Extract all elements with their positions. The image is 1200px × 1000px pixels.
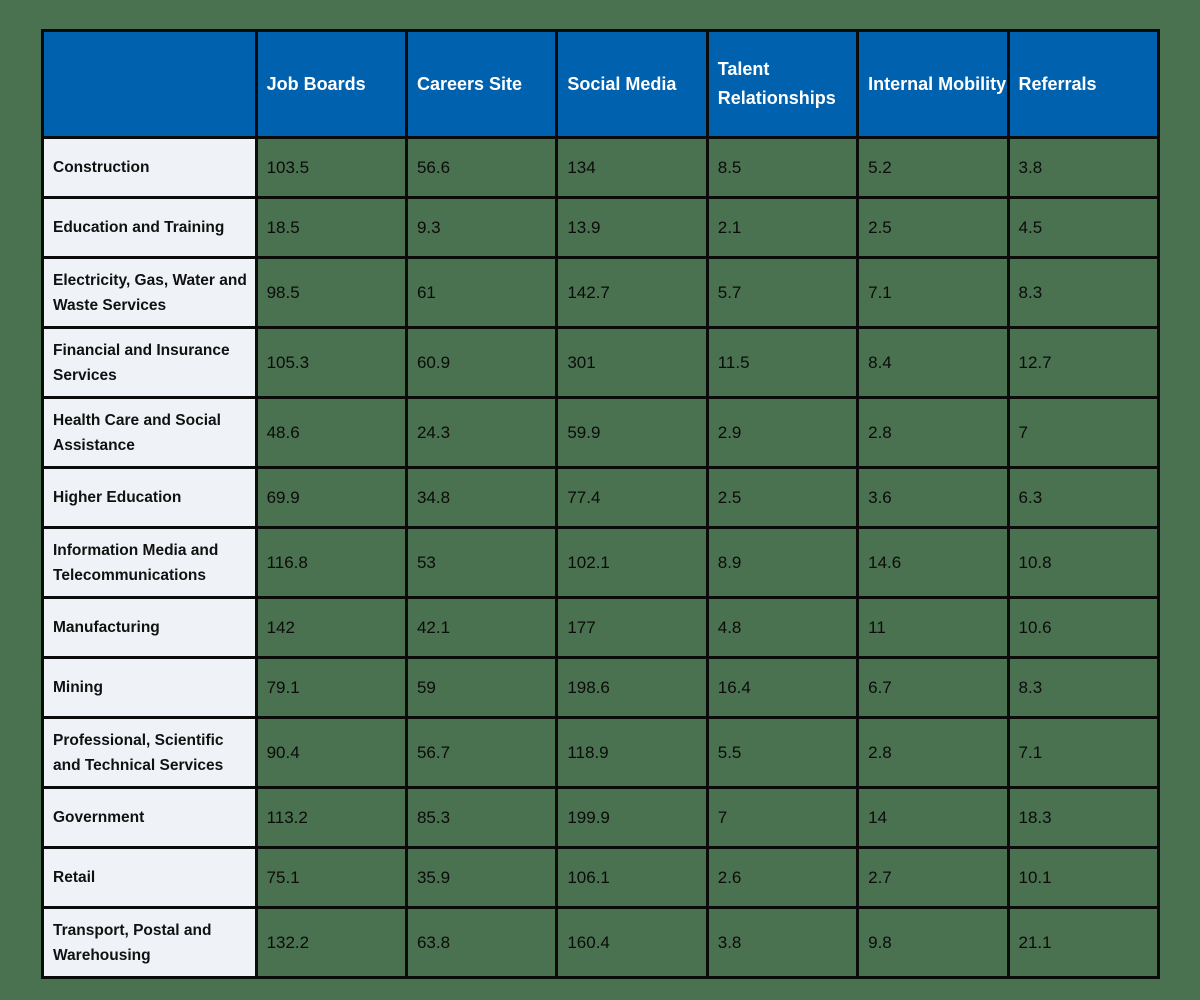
corner-header-cell xyxy=(43,31,257,138)
table-row xyxy=(43,908,1159,978)
table-cell: 2.8 xyxy=(858,398,1008,468)
table-cell: 2.5 xyxy=(858,198,1008,258)
row-label: Electricity, Gas, Water and Waste Services xyxy=(43,258,257,328)
industry-source-table xyxy=(41,29,1160,979)
table-row xyxy=(43,398,1159,468)
table-cell: 2.6 xyxy=(707,848,857,908)
table-cell: 13.9 xyxy=(557,198,707,258)
column-header-job-boards: Job Boards xyxy=(256,31,406,138)
column-header-referrals: Referrals xyxy=(1008,31,1158,138)
row-label: Health Care and Social Assistance xyxy=(43,398,257,468)
table-cell: 116.8 xyxy=(256,528,406,598)
table-cell: 77.4 xyxy=(557,468,707,528)
table-cell: 7.1 xyxy=(858,258,1008,328)
table-cell: 3.8 xyxy=(1008,138,1158,198)
table-row xyxy=(43,658,1159,718)
table-cell: 11.5 xyxy=(707,328,857,398)
row-label: Manufacturing xyxy=(43,598,257,658)
table-cell: 113.2 xyxy=(256,788,406,848)
table-cell: 2.5 xyxy=(707,468,857,528)
table-cell: 4.5 xyxy=(1008,198,1158,258)
table-cell: 18.3 xyxy=(1008,788,1158,848)
table-cell: 102.1 xyxy=(557,528,707,598)
table-cell: 53 xyxy=(406,528,556,598)
table-cell: 103.5 xyxy=(256,138,406,198)
table-row xyxy=(43,718,1159,788)
table-cell: 56.6 xyxy=(406,138,556,198)
table-cell: 132.2 xyxy=(256,908,406,978)
table-cell: 11 xyxy=(858,598,1008,658)
table-cell: 2.1 xyxy=(707,198,857,258)
table-cell: 42.1 xyxy=(406,598,556,658)
row-label: Retail xyxy=(43,848,257,908)
table-cell: 10.8 xyxy=(1008,528,1158,598)
row-label: Professional, Scientific and Technical Services xyxy=(43,718,257,788)
table-cell: 6.7 xyxy=(858,658,1008,718)
table-row xyxy=(43,528,1159,598)
row-label: Financial and Insurance Services xyxy=(43,328,257,398)
table-row xyxy=(43,848,1159,908)
header-row xyxy=(43,31,1159,138)
table-cell: 160.4 xyxy=(557,908,707,978)
table-cell: 34.8 xyxy=(406,468,556,528)
table-cell: 118.9 xyxy=(557,718,707,788)
table-cell: 198.6 xyxy=(557,658,707,718)
table-row xyxy=(43,138,1159,198)
table-cell: 75.1 xyxy=(256,848,406,908)
table-row xyxy=(43,788,1159,848)
table-cell: 7 xyxy=(707,788,857,848)
table-cell: 10.6 xyxy=(1008,598,1158,658)
table-cell: 24.3 xyxy=(406,398,556,468)
table-cell: 8.3 xyxy=(1008,258,1158,328)
table-cell: 79.1 xyxy=(256,658,406,718)
table-cell: 4.8 xyxy=(707,598,857,658)
column-header-talent-relationships: Talent Relationships xyxy=(707,31,857,138)
table-cell: 14.6 xyxy=(858,528,1008,598)
table-cell: 6.3 xyxy=(1008,468,1158,528)
table-row xyxy=(43,258,1159,328)
table-cell: 3.6 xyxy=(858,468,1008,528)
table-row xyxy=(43,198,1159,258)
table-cell: 177 xyxy=(557,598,707,658)
table-cell: 85.3 xyxy=(406,788,556,848)
table-cell: 3.8 xyxy=(707,908,857,978)
table-cell: 21.1 xyxy=(1008,908,1158,978)
table-cell: 106.1 xyxy=(557,848,707,908)
table-cell: 7.1 xyxy=(1008,718,1158,788)
row-label: Government xyxy=(43,788,257,848)
table-cell: 98.5 xyxy=(256,258,406,328)
row-label: Information Media and Telecommunications xyxy=(43,528,257,598)
table-cell: 61 xyxy=(406,258,556,328)
table-cell: 63.8 xyxy=(406,908,556,978)
table-cell: 60.9 xyxy=(406,328,556,398)
table-cell: 59.9 xyxy=(557,398,707,468)
table-cell: 2.9 xyxy=(707,398,857,468)
table-cell: 5.7 xyxy=(707,258,857,328)
column-header-internal-mobility: Internal Mobility xyxy=(858,31,1008,138)
table-row xyxy=(43,328,1159,398)
table-cell: 2.8 xyxy=(858,718,1008,788)
table-cell: 5.2 xyxy=(858,138,1008,198)
column-header-careers-site: Careers Site xyxy=(406,31,556,138)
row-label: Mining xyxy=(43,658,257,718)
table-cell: 59 xyxy=(406,658,556,718)
table-cell: 5.5 xyxy=(707,718,857,788)
table-cell: 301 xyxy=(557,328,707,398)
table-cell: 134 xyxy=(557,138,707,198)
table-cell: 199.9 xyxy=(557,788,707,848)
table-cell: 9.8 xyxy=(858,908,1008,978)
table-cell: 12.7 xyxy=(1008,328,1158,398)
table-cell: 7 xyxy=(1008,398,1158,468)
row-label: Higher Education xyxy=(43,468,257,528)
table-cell: 14 xyxy=(858,788,1008,848)
column-header-social-media: Social Media xyxy=(557,31,707,138)
table-cell: 48.6 xyxy=(256,398,406,468)
table-cell: 8.5 xyxy=(707,138,857,198)
table-cell: 8.3 xyxy=(1008,658,1158,718)
table-cell: 142.7 xyxy=(557,258,707,328)
table-cell: 142 xyxy=(256,598,406,658)
row-label: Construction xyxy=(43,138,257,198)
table-cell: 8.4 xyxy=(858,328,1008,398)
table-cell: 90.4 xyxy=(256,718,406,788)
row-label: Transport, Postal and Warehousing xyxy=(43,908,257,978)
table-cell: 16.4 xyxy=(707,658,857,718)
table-cell: 9.3 xyxy=(406,198,556,258)
table-row xyxy=(43,598,1159,658)
table-cell: 56.7 xyxy=(406,718,556,788)
table-row xyxy=(43,468,1159,528)
table-cell: 2.7 xyxy=(858,848,1008,908)
table-cell: 69.9 xyxy=(256,468,406,528)
table-cell: 18.5 xyxy=(256,198,406,258)
table-cell: 35.9 xyxy=(406,848,556,908)
row-label: Education and Training xyxy=(43,198,257,258)
table-cell: 105.3 xyxy=(256,328,406,398)
table-cell: 10.1 xyxy=(1008,848,1158,908)
table-cell: 8.9 xyxy=(707,528,857,598)
